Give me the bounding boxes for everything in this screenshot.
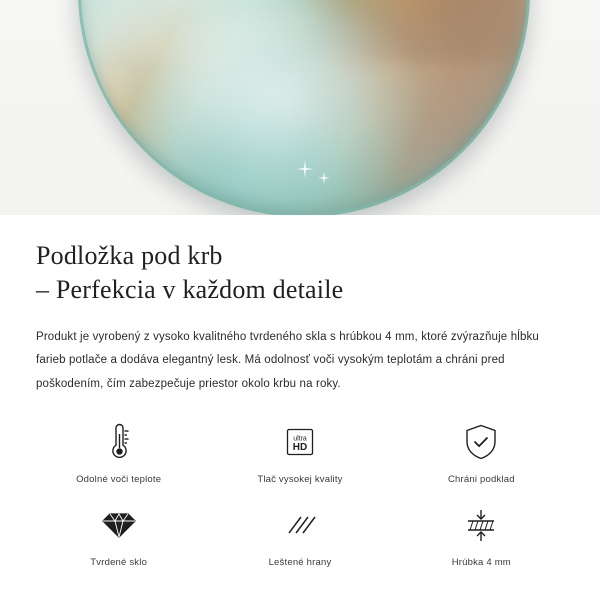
- feature-label: Tvrdené sklo: [90, 557, 148, 569]
- thermometer-icon: [102, 420, 136, 464]
- shield-check-icon: [463, 420, 499, 464]
- feature-tempered-glass: [28, 503, 209, 568]
- feature-surface-protection: [391, 420, 572, 485]
- feature-label: Hrúbka 4 mm: [451, 557, 511, 569]
- feature-label: Tlač vysokej kvality: [257, 474, 343, 486]
- sparkle-icon: [296, 160, 314, 178]
- page-title: [36, 215, 564, 308]
- headline-line-2: – Perfekcia v každom detaile: [36, 275, 344, 305]
- svg-text:HD: HD: [292, 442, 308, 454]
- description-paragraph: Produkt je vyrobený z vysoko kvalitného tvrdeného skla s hrúbkou 4 mm, ktoré zvýrazňuje hĺbku farieb potlače a dodáva elegantný lesk. Má odolnosť voči vysokým teplotám a chráni pred poškodením, čím zabezpečuje priestor okolo krbu na roky.: [36, 330, 539, 390]
- polished-edges-icon: [280, 503, 320, 547]
- feature-label: Leštené hrany: [268, 557, 332, 569]
- headline-line-1: Podložka pod krb: [36, 241, 223, 270]
- feature-label: Odolné voči teplote: [76, 474, 162, 486]
- sparkle-icon: [318, 172, 330, 184]
- feature-thickness: [391, 503, 572, 568]
- svg-text:ultra: ultra: [293, 435, 307, 443]
- diamond-icon: [99, 503, 139, 547]
- ultra-hd-icon: [280, 420, 320, 464]
- feature-print-quality: [209, 420, 390, 485]
- hero-image: [0, 0, 600, 215]
- thickness-arrows-icon: [461, 503, 501, 547]
- feature-grid: [0, 420, 600, 568]
- content-block: [0, 215, 600, 396]
- feature-label: Chráni podklad: [447, 474, 515, 486]
- feature-heat-resistant: [28, 420, 209, 485]
- feature-polished-edges: [209, 503, 390, 568]
